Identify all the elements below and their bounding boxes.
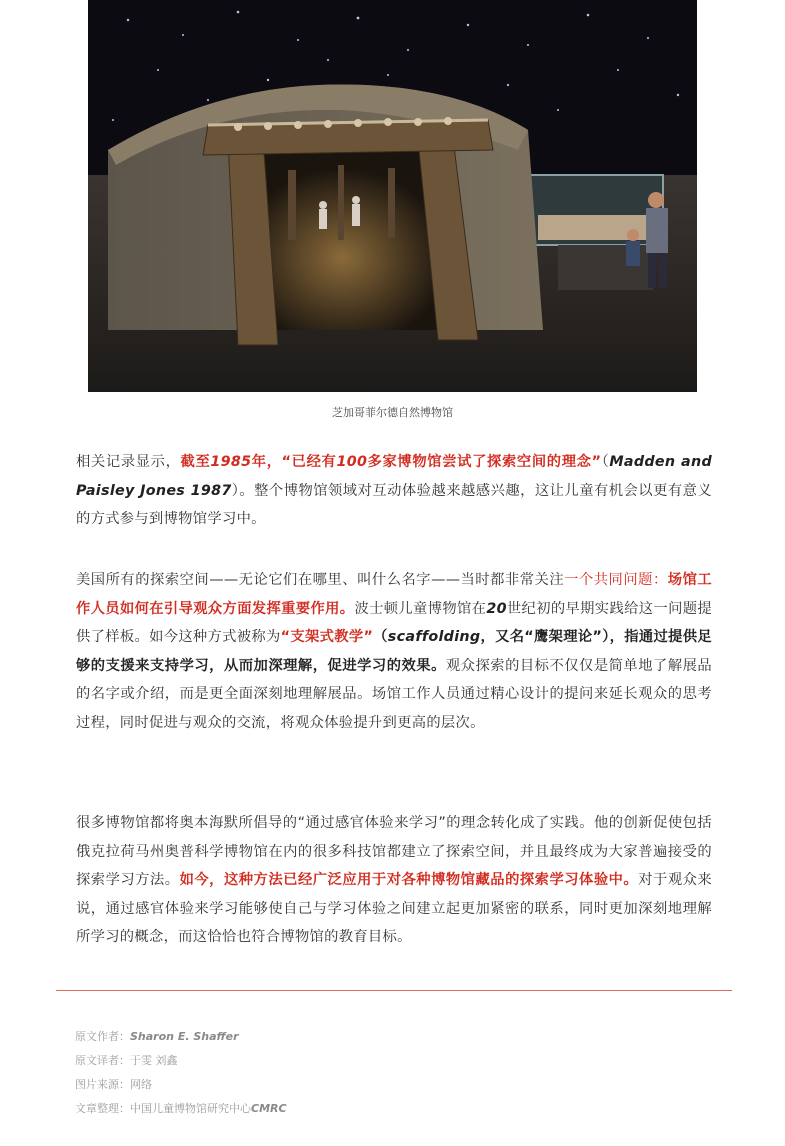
text: 世纪初的早期实践给这一问题提供了样板。如今这种方式被称为	[76, 600, 712, 645]
text: 观众探索的目标不仅仅是简单地了解展品的名字或介绍，而是更全面深刻地理解展品。场馆工作人员通过精心设计的提问来延长观众的思考过程，同时促进与观众的交流，将观众体验提升到更高的层次。	[76, 657, 713, 731]
definition: ，又名“鹰架理论”），指通过提供足够的支援来支持学习，从而加深理解，促进学习的效果。	[76, 629, 712, 674]
paragraph-history	[76, 448, 712, 534]
credit-image-source: 图片来源：网络	[75, 1078, 152, 1091]
text: 对于观众来说，通过感官体验来学习能够使自己与学习体验之间建立起更加紧密的联系，同时更加深刻地理解所学习的概念，而这恰恰也符合博物馆的教育目标。	[76, 872, 713, 945]
paragraph-sensory-learning	[76, 809, 712, 952]
highlight-term: “支架式教学”	[280, 629, 374, 645]
text: 20	[486, 600, 507, 617]
highlight-application: 如今，这种方法已经广泛应用于对各种博物馆藏品的探索学习体验中。	[179, 872, 639, 888]
text: 很多博物馆都将奥本海默所倡导的“通过感官体验来学习”的理念转化成了实践。他的创新促使包括俄克拉荷马州奥普科学博物馆在内的很多科技馆都建立了探索空间，并且最终成为大家普遍接受的探索学习方法。	[76, 815, 712, 888]
english-term: scaffolding	[387, 629, 481, 645]
highlight-quote: 截至1985年，“已经有100多家博物馆尝试了探索空间的理念”	[180, 454, 602, 470]
museum-photo	[88, 0, 697, 392]
text: （	[601, 454, 610, 470]
section-divider	[56, 990, 732, 991]
highlight-question: 一个共同问题：	[564, 572, 668, 588]
photo-caption: 芝加哥菲尔德自然博物馆	[332, 406, 453, 419]
credit-author: 原文作者：Sharon E. Shaffer	[75, 1030, 239, 1043]
paragraph-scaffolding	[76, 566, 712, 737]
credit-editor: 文章整理：中国儿童博物馆研究中心CMRC	[75, 1102, 287, 1115]
credits	[75, 1025, 287, 1121]
text: （	[373, 629, 388, 645]
earth-lodge-illustration	[88, 0, 697, 392]
text: 相关记录显示，	[76, 454, 181, 470]
citation: Madden and Paisley Jones 1987	[76, 454, 712, 499]
credit-translator: 原文译者：于雯 刘鑫	[75, 1054, 178, 1067]
text: 波士顿儿童博物馆在	[354, 600, 487, 617]
text: ）。整个博物馆领域对互动体验越来越感兴趣，这让儿童有机会以更有意义的方式参与到博物馆学习中。	[76, 482, 712, 527]
text: 美国所有的探索空间——无论它们在哪里、叫什么名字——当时都非常关注	[76, 572, 565, 588]
highlight-role: 场馆工作人员如何在引导观众方面发挥重要作用。	[76, 572, 712, 617]
